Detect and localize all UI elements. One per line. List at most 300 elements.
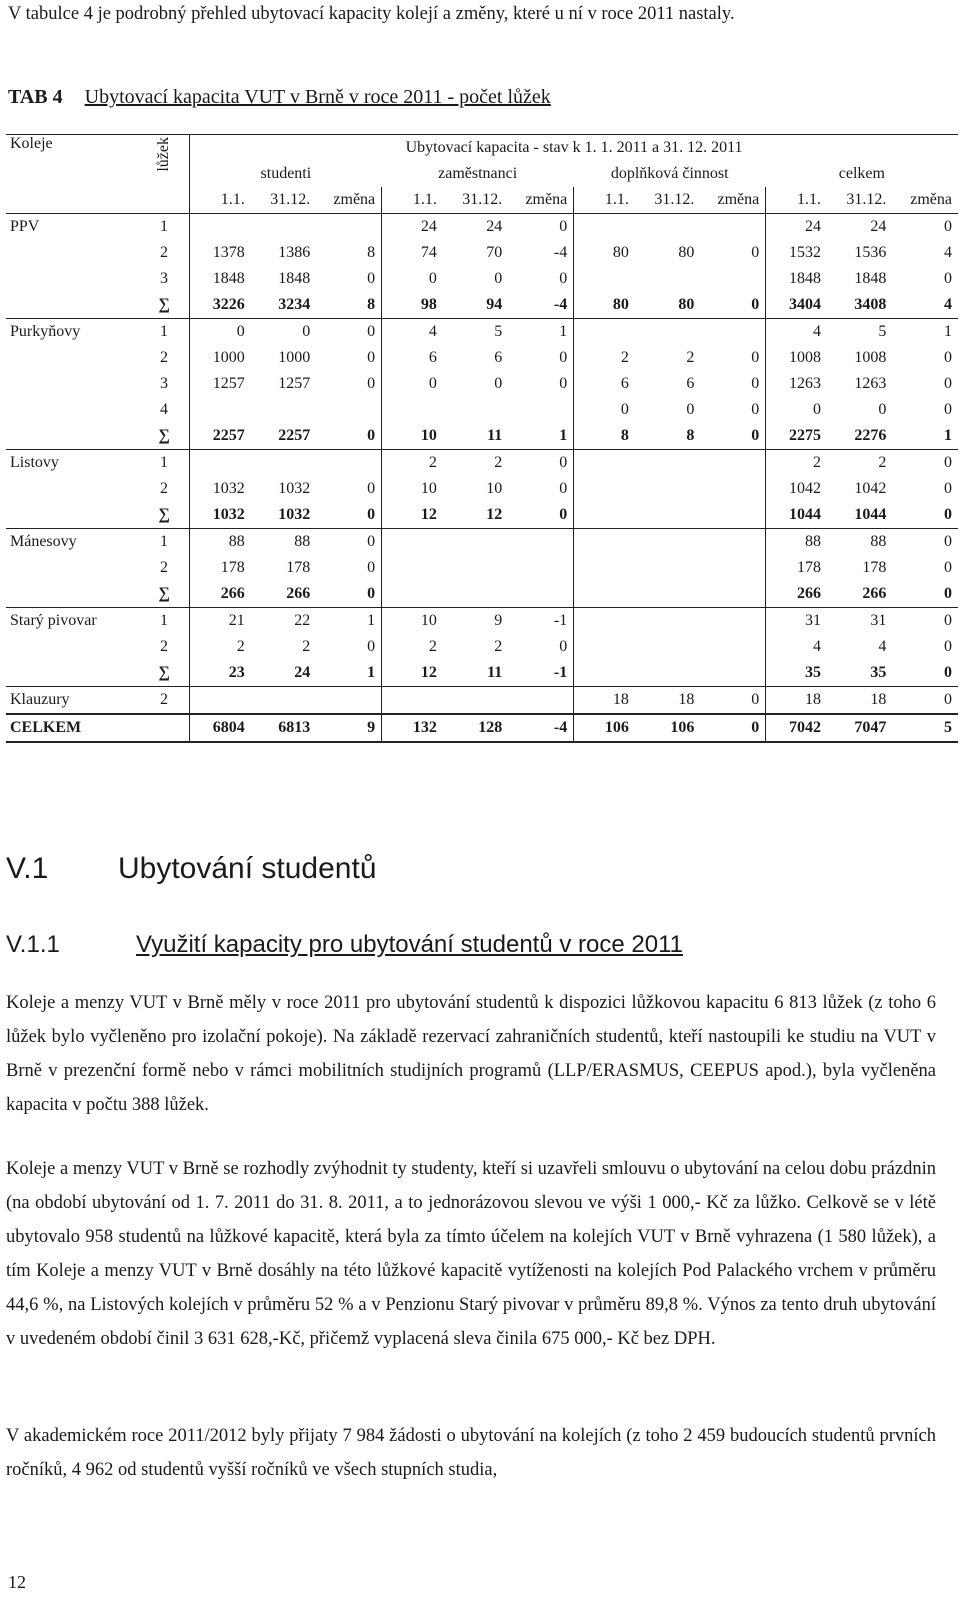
subheader: změna: [333, 191, 376, 208]
cell-value: 18: [766, 687, 827, 715]
section-number: V.1: [6, 852, 49, 885]
cell-value: 0: [190, 319, 251, 346]
cell-value: 24: [382, 214, 443, 241]
cell-value: 0: [382, 266, 443, 292]
cell-value: 2275: [766, 423, 827, 450]
cell-value: 4: [944, 244, 952, 261]
table-row: [6, 450, 958, 477]
cell-value: 0: [751, 375, 760, 392]
cell-value: [443, 397, 508, 423]
cell-value: 1008: [854, 349, 887, 366]
cell-value: [635, 529, 700, 556]
cell-value: 0: [316, 319, 381, 346]
cell-value: 266: [190, 581, 251, 608]
cell-value: 178: [286, 559, 311, 576]
cell-value: [700, 502, 765, 529]
table-body: [6, 214, 958, 743]
cell-value: [190, 397, 251, 423]
sum-row: [6, 292, 958, 319]
cell-value: 0: [367, 270, 376, 287]
cell-value: [382, 397, 443, 423]
cell-value: [251, 687, 316, 715]
cell-value: [574, 529, 635, 556]
header-main: Ubytovací kapacita - stav k 1. 1. 2011 a 31. 12. 2011: [190, 135, 958, 162]
cell-value: [382, 687, 443, 715]
table-row: [6, 345, 958, 371]
dorm-name: [6, 423, 139, 450]
cell-value: [316, 687, 381, 715]
cell-value: 0: [892, 608, 958, 635]
sum-symbol: ∑: [158, 664, 170, 681]
cell-value: 24: [294, 664, 311, 681]
building-number: 2: [160, 559, 169, 576]
cell-value: 0: [494, 375, 503, 392]
table-label: TAB 4: [8, 86, 63, 108]
cell-value: 6: [574, 371, 635, 397]
header-koleje: Koleje: [6, 135, 139, 214]
cell-value: 8: [686, 427, 695, 444]
cell-value: 10: [382, 608, 443, 635]
building-number: 1: [139, 319, 190, 346]
sum-row: [6, 660, 958, 687]
building-number: 1: [139, 529, 190, 556]
dorm-name: [6, 660, 139, 687]
cell-value: 0: [751, 296, 760, 313]
cell-value: [635, 476, 700, 502]
section-title: Ubytování studentů: [118, 852, 377, 885]
cell-value: [574, 502, 635, 529]
building-number: 2: [160, 480, 169, 497]
table-caption: [8, 86, 551, 109]
cell-value: 1000: [190, 345, 251, 371]
table-row: [6, 555, 958, 581]
dorm-name: PPV: [6, 214, 139, 241]
table-row: [6, 687, 958, 715]
cell-value: 18: [635, 687, 700, 715]
cell-value: 80: [678, 296, 695, 313]
dorm-name: [6, 555, 139, 581]
cell-value: 0: [367, 349, 376, 366]
cell-value: 1257: [190, 371, 251, 397]
cell-value: 2: [494, 638, 503, 655]
total-value: 0: [700, 714, 765, 742]
total-value: 6804: [190, 714, 251, 742]
table-title: Ubytovací kapacita VUT v Brně v roce 2011 - počet lůžek: [84, 86, 551, 108]
cell-value: 1: [559, 427, 568, 444]
cell-value: 6: [494, 349, 503, 366]
cell-value: 8: [574, 423, 635, 450]
table-row: [6, 319, 958, 346]
cell-value: [700, 476, 765, 502]
cell-value: -4: [553, 244, 568, 261]
dorm-name: [6, 292, 139, 319]
cell-value: 4: [944, 296, 952, 313]
cell-value: 266: [766, 581, 827, 608]
cell-value: [700, 214, 765, 241]
cell-value: 80: [574, 240, 635, 266]
cell-value: 2: [382, 634, 443, 660]
cell-value: 2276: [854, 427, 887, 444]
cell-value: [443, 687, 508, 715]
cell-value: 1257: [278, 375, 311, 392]
building-number: 3: [160, 270, 169, 287]
cell-value: 0: [382, 371, 443, 397]
cell-value: 4: [382, 319, 443, 346]
cell-value: [508, 397, 573, 423]
sum-symbol: ∑: [158, 585, 170, 602]
cell-value: 0: [878, 401, 887, 418]
page-number: 12: [8, 1572, 26, 1592]
cell-value: 2: [766, 450, 827, 477]
cell-value: 1: [508, 319, 573, 346]
total-value: 7042: [766, 714, 827, 742]
cell-value: 0: [508, 450, 573, 477]
cell-value: 2: [302, 638, 311, 655]
table-row: [6, 214, 958, 241]
cell-value: 0: [367, 480, 376, 497]
cell-value: 0: [686, 401, 695, 418]
total-value: 128: [443, 714, 508, 742]
cell-value: 12: [382, 502, 443, 529]
cell-value: 0: [944, 585, 952, 602]
cell-value: 4: [878, 638, 887, 655]
total-value: -4: [508, 714, 573, 742]
cell-value: 0: [944, 559, 952, 576]
paragraph: Koleje a menzy VUT v Brně měly v roce 2011 pro ubytování studentů k dispozici lůžkovou kapacitu 6 813 lůžek (z toho 6 lůžek bylo vyčleněno pro izolační pokoje). Na základě rezervací zahraničních studentů, kteří nastoupili ke studiu na VUT v Brně v prezenční formě nebo v rámci mobilitních studijních programů (LLP/ERASMUS, CEEPUS apod.), byla vyčleněna kapacita v počtu 388 lůžek.: [6, 993, 936, 1115]
cell-value: 2: [443, 450, 508, 477]
dorm-name: [6, 476, 139, 502]
cell-value: [443, 555, 508, 581]
cell-value: 0: [367, 638, 376, 655]
subheader: 31.12.: [270, 191, 311, 208]
cell-value: 10: [382, 423, 443, 450]
cell-value: [635, 266, 700, 292]
total-label: CELKEM: [6, 714, 190, 742]
cell-value: 10: [382, 476, 443, 502]
subheader: změna: [910, 191, 952, 208]
sum-symbol: ∑: [158, 296, 170, 313]
cell-value: [635, 319, 700, 346]
cell-value: 0: [367, 375, 376, 392]
cell-value: [700, 608, 765, 635]
cell-value: 3408: [854, 296, 887, 313]
cell-value: 4: [766, 634, 827, 660]
cell-value: [574, 634, 635, 660]
cell-value: 3226: [190, 292, 251, 319]
subheader: změna: [525, 191, 568, 208]
cell-value: 0: [944, 349, 952, 366]
cell-value: [574, 581, 635, 608]
table-row: [6, 371, 958, 397]
cell-value: 0: [944, 638, 952, 655]
cell-value: [700, 634, 765, 660]
cell-value: 24: [443, 214, 508, 241]
cell-value: [190, 450, 251, 477]
cell-value: [382, 529, 443, 556]
cell-value: 0: [892, 450, 958, 477]
cell-value: [700, 529, 765, 556]
cell-value: [251, 397, 316, 423]
cell-value: 0: [944, 401, 952, 418]
capacity-table: [6, 134, 958, 743]
cell-value: 11: [487, 427, 503, 444]
dorm-name: Purkyňovy: [6, 319, 139, 346]
cell-value: 2: [382, 450, 443, 477]
cell-value: [574, 555, 635, 581]
cell-value: 88: [251, 529, 316, 556]
cell-value: 1000: [278, 349, 311, 366]
cell-value: [251, 450, 316, 477]
cell-value: 0: [559, 349, 568, 366]
cell-value: 1: [892, 319, 958, 346]
cell-value: 0: [944, 375, 952, 392]
cell-value: 0: [751, 349, 760, 366]
cell-value: 5: [443, 319, 508, 346]
cell-value: 1032: [190, 476, 251, 502]
total-value: 106: [574, 714, 635, 742]
building-number: 2: [139, 687, 190, 715]
subsection-number: V.1.1: [6, 931, 60, 958]
cell-value: 2257: [278, 427, 311, 444]
cell-value: 6: [382, 345, 443, 371]
cell-value: 0: [367, 585, 376, 602]
subheader: 31.12.: [462, 191, 503, 208]
cell-value: 1848: [854, 270, 887, 287]
cell-value: 0: [944, 480, 952, 497]
cell-value: [700, 660, 765, 687]
dorm-name: [6, 581, 139, 608]
cell-value: 0: [700, 687, 765, 715]
cell-value: 1848: [766, 266, 827, 292]
cell-value: 35: [870, 664, 887, 681]
building-number: 1: [139, 214, 190, 241]
cell-value: 6: [686, 375, 695, 392]
cell-value: 0: [367, 506, 376, 523]
cell-value: 98: [382, 292, 443, 319]
cell-value: 2: [190, 634, 251, 660]
cell-value: 2: [574, 345, 635, 371]
cell-value: [700, 555, 765, 581]
cell-value: 1378: [190, 240, 251, 266]
cell-value: [316, 450, 381, 477]
intro-text: V tabulce 4 je podrobný přehled ubytovací kapacity kolejí a změny, které u ní v roce 2011 nastaly.: [8, 4, 735, 24]
cell-value: 0: [508, 214, 573, 241]
paragraph: Koleje a menzy VUT v Brně se rozhodly zvýhodnit ty studenty, kteří si uzavřeli smlouvu o ubytování na celou dobu prázdnin (na období ubytování od 1. 7. 2011 do 31. 8. 2011, a to jednorázovou slevou ve výši 1 000,- Kč za lůžko. Celkově se v létě ubytovalo 958 studentů na lůžkové kapacitě, která byla za tímto účelem na kolejích VUT v Brně vyhrazena (1 580 lůžek), a tím Koleje a menzy VUT v Brně dosáhly na této lůžkové kapacitě vytíženosti na kolejích Pod Palackého vrchem v průměru 44,6 %, na Listových kolejích v průměru 52 % a v Penzionu Starý pivovar v průměru 89,8 %. Výnos za tento druh ubytování v uvedeném období činil 3 631 628,-Kč, přičemž vyplacená sleva činila 675 000,- Kč bez DPH.: [6, 1159, 936, 1349]
cell-value: [574, 450, 635, 477]
dorm-name: Mánesovy: [6, 529, 139, 556]
total-value: 9: [316, 714, 381, 742]
cell-value: 31: [766, 608, 827, 635]
cell-value: [443, 581, 508, 608]
dorm-name: Listovy: [6, 450, 139, 477]
cell-value: 178: [190, 555, 251, 581]
cell-value: [508, 581, 573, 608]
cell-value: 3404: [766, 292, 827, 319]
sum-row: [6, 423, 958, 450]
subheader: 1.1.: [190, 187, 251, 214]
cell-value: 35: [766, 660, 827, 687]
cell-value: 1848: [190, 266, 251, 292]
table-row: [6, 529, 958, 556]
cell-value: 1263: [854, 375, 887, 392]
cell-value: 18: [574, 687, 635, 715]
cell-value: 266: [286, 585, 311, 602]
cell-value: 8: [367, 244, 376, 261]
cell-value: 0: [944, 664, 952, 681]
cell-value: 0: [751, 244, 760, 261]
dorm-name: Klauzury: [6, 687, 139, 715]
cell-value: 21: [190, 608, 251, 635]
cell-value: 0: [251, 319, 316, 346]
total-value: 106: [635, 714, 700, 742]
cell-value: 2: [686, 349, 695, 366]
dorm-name: [6, 345, 139, 371]
cell-value: 22: [251, 608, 316, 635]
dorm-name: [6, 266, 139, 292]
cell-value: 1044: [854, 506, 887, 523]
cell-value: 8: [367, 296, 376, 313]
cell-value: [635, 634, 700, 660]
sum-row: [6, 502, 958, 529]
sum-row: [6, 581, 958, 608]
cell-value: 0: [559, 375, 568, 392]
cell-value: [700, 450, 765, 477]
cell-value: 1: [944, 427, 952, 444]
cell-value: [635, 608, 700, 635]
cell-value: 2257: [190, 423, 251, 450]
cell-value: 5: [827, 319, 892, 346]
cell-value: 1386: [278, 244, 311, 261]
table-row: [6, 397, 958, 423]
building-number: 3: [160, 375, 169, 392]
cell-value: 0: [367, 427, 376, 444]
cell-value: 9: [443, 608, 508, 635]
total-value: 7047: [827, 714, 892, 742]
cell-value: 74: [382, 240, 443, 266]
cell-value: 4: [766, 319, 827, 346]
cell-value: 0: [892, 214, 958, 241]
cell-value: 1263: [766, 371, 827, 397]
cell-value: 1032: [278, 480, 311, 497]
building-number: 1: [139, 450, 190, 477]
cell-value: 1044: [766, 502, 827, 529]
cell-value: 0: [751, 401, 760, 418]
cell-value: 0: [367, 559, 376, 576]
total-value: 132: [382, 714, 443, 742]
cell-value: 1532: [766, 240, 827, 266]
cell-value: 1032: [278, 506, 311, 523]
cell-value: 0: [944, 506, 952, 523]
cell-value: 1042: [854, 480, 887, 497]
cell-value: 1042: [766, 476, 827, 502]
cell-value: 178: [766, 555, 827, 581]
cell-value: 10: [486, 480, 503, 497]
cell-value: [190, 214, 251, 241]
cell-value: 0: [316, 529, 381, 556]
cell-value: 80: [574, 292, 635, 319]
table-row: [6, 608, 958, 635]
cell-value: 12: [382, 660, 443, 687]
cell-value: [574, 476, 635, 502]
cell-value: 0: [751, 427, 760, 444]
cell-value: [316, 397, 381, 423]
cell-value: 31: [827, 608, 892, 635]
cell-value: 0: [559, 480, 568, 497]
cell-value: 18: [827, 687, 892, 715]
cell-value: 80: [678, 244, 695, 261]
subheader: 31.12.: [654, 191, 695, 208]
cell-value: [382, 581, 443, 608]
building-number: 4: [160, 401, 169, 418]
cell-value: [574, 608, 635, 635]
dorm-name: [6, 371, 139, 397]
cell-value: [251, 214, 316, 241]
cell-value: [635, 450, 700, 477]
building-number: 2: [160, 349, 169, 366]
cell-value: 1: [367, 664, 376, 681]
cell-value: 0: [892, 529, 958, 556]
building-number: 2: [160, 638, 169, 655]
dorm-name: [6, 634, 139, 660]
subsection-title: Využití kapacity pro ubytování studentů v roce 2011: [136, 931, 683, 958]
cell-value: -1: [553, 664, 568, 681]
dorm-name: Starý pivovar: [6, 608, 139, 635]
cell-value: 0: [892, 687, 958, 715]
total-row: [6, 714, 958, 742]
cell-value: 70: [486, 244, 503, 261]
cell-value: 266: [862, 585, 887, 602]
cell-value: 12: [486, 506, 503, 523]
cell-value: [443, 529, 508, 556]
cell-value: [635, 214, 700, 241]
subsection-heading: [6, 931, 683, 959]
cell-value: [635, 660, 700, 687]
cell-value: 178: [862, 559, 887, 576]
cell-value: 1: [316, 608, 381, 635]
cell-value: [700, 266, 765, 292]
cell-value: 88: [827, 529, 892, 556]
cell-value: 11: [487, 664, 503, 681]
cell-value: [635, 502, 700, 529]
cell-value: 2: [827, 450, 892, 477]
group-doplnkova: doplňková činnost: [610, 165, 729, 182]
table-row: [6, 634, 958, 660]
cell-value: [635, 555, 700, 581]
cell-value: [190, 687, 251, 715]
table-row: [6, 240, 958, 266]
group-celkem: celkem: [838, 165, 885, 182]
cell-value: [316, 214, 381, 241]
cell-value: 1008: [766, 345, 827, 371]
cell-value: [574, 660, 635, 687]
dorm-name: [6, 502, 139, 529]
cell-value: 24: [766, 214, 827, 241]
cell-value: [508, 687, 573, 715]
cell-value: [700, 581, 765, 608]
cell-value: 0: [494, 270, 503, 287]
subheader: 1.1.: [382, 187, 443, 214]
cell-value: [635, 581, 700, 608]
subheader: 1.1.: [574, 187, 635, 214]
cell-value: 94: [486, 296, 503, 313]
sum-symbol: ∑: [158, 427, 170, 444]
subheader: změna: [717, 191, 760, 208]
dorm-name: [6, 397, 139, 423]
cell-value: 1536: [854, 244, 887, 261]
building-number: 1: [139, 608, 190, 635]
subheader: 31.12.: [846, 191, 887, 208]
cell-value: [574, 214, 635, 241]
